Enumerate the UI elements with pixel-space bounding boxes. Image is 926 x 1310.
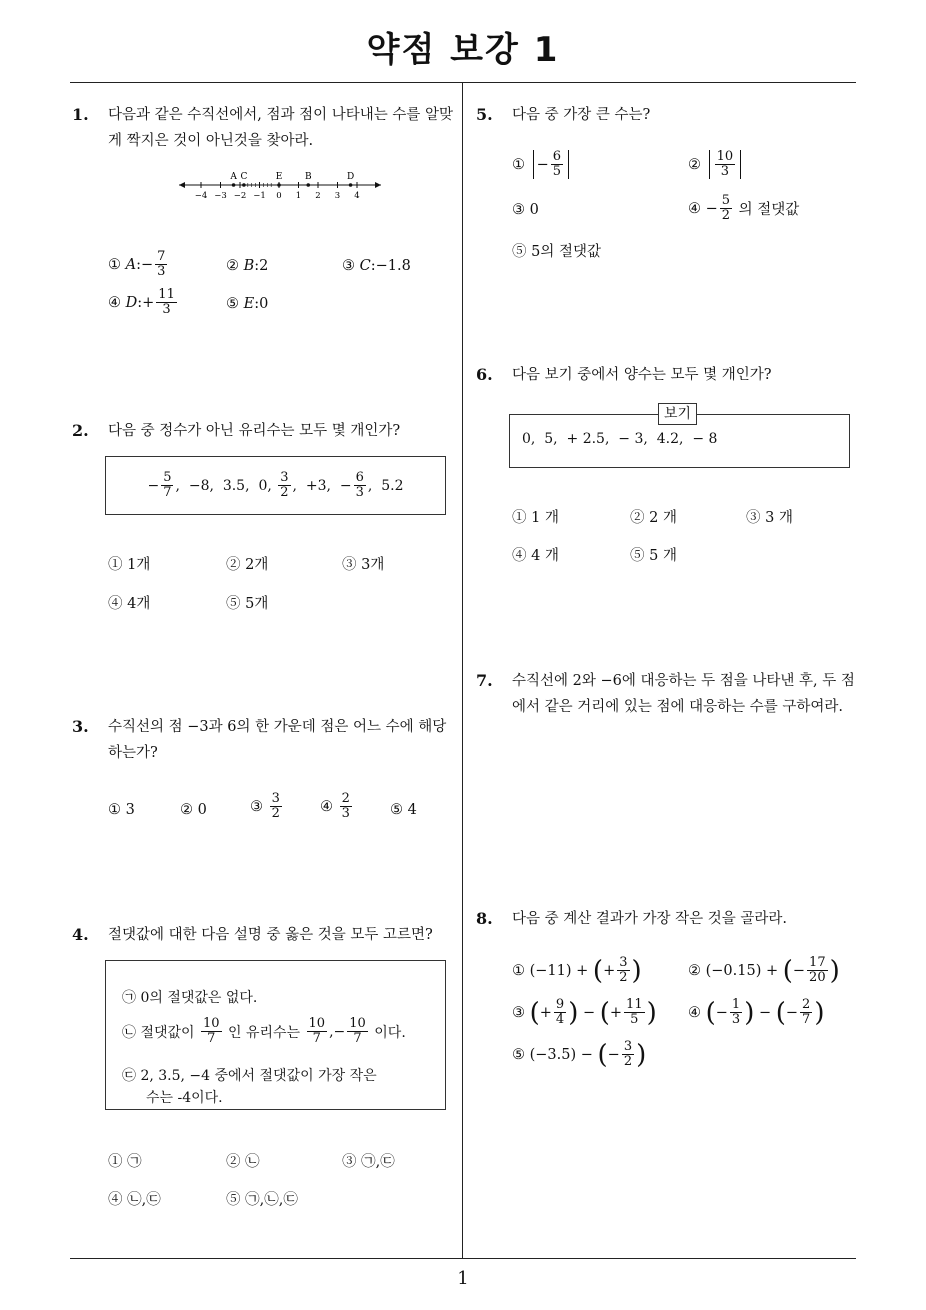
option-4[interactable]: ④ ㉡,㉢: [108, 1192, 161, 1208]
point-label: A: [230, 172, 237, 182]
option-3[interactable]: ③ ㉠,㉢: [342, 1154, 395, 1170]
option-5[interactable]: ⑤ 5의 절댓값: [512, 244, 601, 260]
q8-options: [512, 956, 856, 1081]
tick-label: −2: [233, 191, 247, 201]
q4-options: [108, 1150, 468, 1210]
question-text: 다음 중 가장 큰 수는?: [512, 107, 651, 123]
option-1[interactable]: ① 1개: [108, 557, 151, 573]
option-1[interactable]: ① A : − $\frac{7}{3}$: [108, 249, 166, 279]
statement-2: ㉡ 절댓값이 $\frac{10}{7}$ 인 유리수는 $\frac{10}{7}$ ,− $\frac{10}{7}$ 이다.: [122, 1016, 406, 1046]
option-2[interactable]: ② 2 개: [630, 510, 677, 526]
option-5[interactable]: ⑤ (−3.5) − ( − $\frac{3}{2}$ ): [512, 1039, 647, 1070]
statement-3-cont: 수는 -4이다.: [146, 1090, 223, 1106]
statement-1: ㉠ 0의 절댓값은 없다.: [122, 990, 258, 1006]
question-1: [72, 102, 454, 154]
point-label: C: [240, 172, 248, 182]
option-1[interactable]: ① 1 개: [512, 510, 559, 526]
option-2[interactable]: ② ㉡: [226, 1154, 260, 1170]
tick-label: −4: [194, 191, 208, 201]
arrow-left-icon: [179, 182, 185, 188]
point-C: [242, 183, 246, 187]
example-content: 0, 5, + 2.5, − 3, 4.2, − 8: [522, 431, 718, 447]
question-text: 다음 중 계산 결과가 가장 작은 것을 골라라.: [512, 911, 787, 927]
point-D: [349, 183, 353, 187]
example-label: 보기: [658, 403, 697, 425]
option-5[interactable]: ⑤ E : 0: [226, 296, 269, 312]
option-2[interactable]: ② 2개: [226, 557, 269, 573]
question-number: 8.: [476, 909, 493, 928]
question-text: 수직선에 2와 −6에 대응하는 두 점을 나타낸 후, 두 점에서 같은 거리에 있는 점에 대응하는 수를 구하여라.: [512, 673, 855, 715]
arrow-right-icon: [375, 182, 381, 188]
option-4[interactable]: ④ 4 개: [512, 548, 559, 564]
number-set-box: − $\frac{5}{7}$ , −8, 3.5, 0, $\frac{3}{2}$ , +3, − $\frac{6}{3}$ , 5.2: [105, 456, 446, 515]
q2-options: [108, 553, 468, 613]
tick-label: 4: [354, 191, 360, 201]
number-line: [175, 168, 385, 204]
tick-label: 2: [315, 191, 321, 201]
point-label: B: [304, 172, 312, 182]
option-5[interactable]: ⑤ ㉠,㉡,㉢: [226, 1192, 298, 1208]
question-6: [476, 362, 856, 388]
option-4[interactable]: ④ − $\frac{5}{2}$ 의 절댓값: [688, 193, 800, 223]
option-4[interactable]: ④ ( − $\frac{1}{3}$ ) − ( − $\frac{2}{7}$ ): [688, 997, 825, 1028]
question-text: 다음과 같은 수직선에서, 점과 점이 나타내는 수를 알맞게 짝지은 것이 아닌것을 찾아라.: [108, 107, 454, 149]
question-number: 7.: [476, 671, 493, 690]
question-4: [72, 922, 456, 948]
option-4[interactable]: ④ $\frac{2}{3}$: [320, 791, 350, 821]
option-2[interactable]: ② 0: [180, 802, 207, 818]
question-5: [476, 102, 856, 128]
question-text: 절댓값에 대한 다음 설명 중 옳은 것을 모두 고르면?: [108, 927, 433, 943]
option-4[interactable]: ④ D : + $\frac{11}{3}$: [108, 287, 175, 317]
fraction: $\frac{11}{3}$: [158, 287, 175, 317]
statement-box: [105, 960, 446, 1110]
point-E: [277, 183, 281, 187]
question-text: 다음 보기 중에서 양수는 모두 몇 개인가?: [512, 367, 772, 383]
q1-options: [108, 250, 468, 330]
option-3[interactable]: ③ ( + $\frac{9}{4}$ ) − ( + $\frac{11}{5}$ ): [512, 997, 657, 1028]
point-label: D: [346, 172, 355, 182]
q3-options: [108, 792, 468, 832]
question-number: 1.: [72, 105, 89, 124]
q6-options: [512, 506, 852, 566]
point-A: [232, 183, 236, 187]
fraction: $\frac{7}{3}$: [157, 249, 166, 279]
tick-label: −1: [253, 191, 266, 201]
q5-options: [512, 150, 852, 265]
question-3: [72, 714, 456, 766]
question-text: 수직선의 점 −3과 6의 한 가운데 점은 어느 수에 해당하는가?: [108, 719, 447, 761]
tick-label: 3: [334, 191, 341, 201]
option-2[interactable]: ② (−0.15) + ( − $\frac{17}{20}$ ): [688, 955, 840, 986]
option-1[interactable]: ① − $\frac{6}{5}$: [512, 150, 572, 179]
option-4[interactable]: ④ 4개: [108, 596, 151, 612]
tick-label: 1: [295, 191, 302, 201]
point-label: E: [275, 172, 283, 182]
question-number: 5.: [476, 105, 493, 124]
option-1[interactable]: ① 3: [108, 802, 135, 818]
question-number: 3.: [72, 717, 89, 736]
question-text: 다음 중 정수가 아닌 유리수는 모두 몇 개인가?: [108, 423, 401, 439]
option-1[interactable]: ① (−11) + ( + $\frac{3}{2}$ ): [512, 955, 642, 986]
bottom-rule: [70, 1258, 856, 1259]
option-3[interactable]: ③ 0: [512, 202, 539, 218]
question-number: 2.: [72, 421, 89, 440]
option-5[interactable]: ⑤ 5개: [226, 596, 269, 612]
option-2[interactable]: ② $\frac{10}{3}$: [688, 150, 744, 179]
tick-label: 0: [276, 191, 282, 201]
page-number: 1: [457, 1268, 469, 1289]
option-3[interactable]: ③ 3 개: [746, 510, 793, 526]
question-2: [72, 418, 454, 444]
question-7: [476, 668, 860, 720]
option-3[interactable]: ③ C : −1.8: [342, 258, 411, 274]
option-5[interactable]: ⑤ 5 개: [630, 548, 677, 564]
point-B: [306, 183, 310, 187]
question-number: 6.: [476, 365, 493, 384]
question-number: 4.: [72, 925, 89, 944]
statement-3: ㉢ 2, 3.5, −4 중에서 절댓값이 가장 작은: [122, 1068, 377, 1084]
option-3[interactable]: ③ $\frac{3}{2}$: [250, 791, 280, 821]
option-5[interactable]: ⑤ 4: [390, 802, 417, 818]
top-rule: [70, 82, 856, 83]
page-title: 약점 보강 1: [366, 30, 560, 70]
question-8: [476, 906, 856, 932]
option-1[interactable]: ① ㉠: [108, 1154, 142, 1170]
option-3[interactable]: ③ 3개: [342, 557, 385, 573]
tick-label: −3: [214, 191, 227, 201]
option-2[interactable]: ② B : 2: [226, 258, 269, 274]
